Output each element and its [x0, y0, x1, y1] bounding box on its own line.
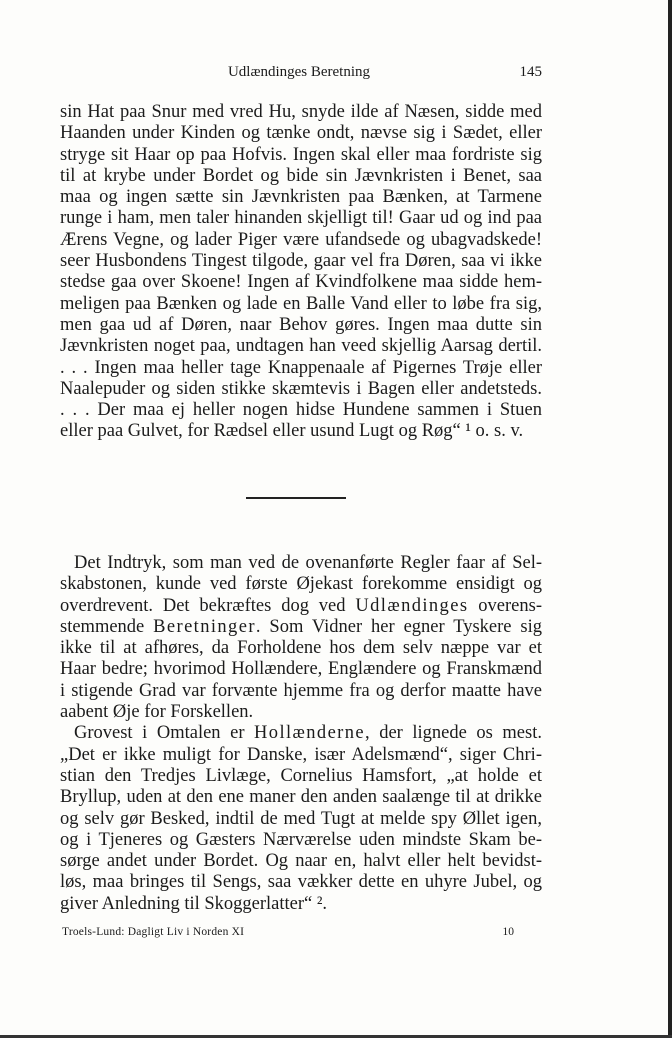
text-line: Haar bedre; hvorimod Hollændere, Englændere og Franskmænd: [60, 659, 542, 680]
text-line: Naalepuder og siden stikke skæmtevis i Bagen eller andetsteds.: [60, 378, 542, 399]
text-line: giver Anledning til Skoggerlatter“ ².: [60, 893, 328, 914]
text-segment: , der lignede os mest.: [365, 723, 542, 744]
text-line: Haanden under Kinden og tænke ondt, nævse sig i Sædet, eller: [60, 123, 542, 144]
spaced-emphasis: Udlændinges: [355, 595, 469, 616]
page-number: 145: [519, 64, 542, 80]
text-line: [60, 617, 542, 638]
spaced-emphasis: Hollænderne: [254, 723, 366, 744]
quoted-rules-passage: [60, 102, 542, 443]
running-title: Udlændinges Beretning: [227, 64, 371, 80]
text-line: maa og ingen sætte sin Jævnkristen paa Bænken, at Tarmene: [60, 187, 542, 208]
running-header: [56, 64, 542, 84]
text-segment: . Som Vidner her egner Tyskere sig: [255, 616, 542, 637]
text-line: sørge andet under Bordet. Og naar en, halvt eller helt bevidst-: [60, 851, 542, 872]
text-line: aabent Øje for Forskellen.: [60, 702, 254, 723]
text-line: Jævnkristen noget paa, undtagen han veed skjellig Aarsag dertil.: [60, 336, 542, 357]
text-segment: Grovest i Omtalen er: [74, 723, 255, 744]
text-line: sin Hat paa Snur med vred Hu, snyde ilde af Næsen, sidde med: [60, 102, 542, 122]
text-line: løs, maa bringes til Sengs, saa vækker dette en uhyre Jubel, og: [60, 872, 542, 893]
text-line: ikke til at afhøres, da Forholdene hos dem selv næppe var et: [60, 638, 542, 659]
text-line: [60, 596, 542, 617]
page-footer: [62, 926, 514, 942]
text-line: seer Husbondens Tingest tilgode, gaar vel fra Døren, saa vi ikke: [60, 251, 542, 272]
text-line: eller paa Gulvet, for Rædsel eller usund Lugt og Røg“ ¹ o. s. v.: [60, 421, 524, 442]
section-divider: [246, 497, 346, 499]
scan-edge-right: [668, 0, 672, 1038]
text-segment: stemmende: [60, 616, 154, 637]
text-segment: overdrevent. Det bekræftes dog ved: [60, 595, 356, 616]
text-line: skabstonen, kunde ved første Øjekast forekomme ensidigt og: [60, 574, 542, 595]
text-segment: overens-: [468, 595, 542, 616]
text-line: Bryllup, uden at den ene maner den anden saalænge til at drikke: [60, 787, 542, 808]
spaced-emphasis: Beretninger: [153, 616, 256, 637]
text-line: til at krybe under Bordet og bide sin Jævnkristen i Benet, saa: [60, 165, 542, 186]
text-line: og selv gør Besked, indtil de med Tugt at melde spy Øllet igen,: [60, 808, 542, 829]
author-work-signature: Troels-Lund: Dagligt Liv i Norden XI: [62, 926, 245, 938]
text-line: og i Tjeneres og Gæsters Nærværelse uden mindste Skam be-: [60, 829, 542, 850]
text-line: „Det er ikke muligt for Danske, især Adelsmænd“, siger Chri-: [60, 744, 542, 765]
text-line: . . . Ingen maa heller tage Knappenaale af Pigernes Trøje eller: [60, 357, 542, 378]
text-line: runge i ham, men taler hinanden skjelligt til! Gaar ud og ind paa: [60, 208, 542, 229]
text-line: [60, 723, 542, 744]
sheet-signature: 10: [502, 926, 514, 938]
text-line: stryge sit Haar op paa Hofvis. Ingen skal eller maa fordriste sig: [60, 144, 542, 165]
text-line: meligen paa Bænken og lade en Balle Vand eller to løbe fra sig,: [60, 293, 542, 314]
text-line: i stigende Grad var forvænte hjemme fra og derfor maatte have: [60, 680, 542, 701]
text-line: Ærens Vegne, og lader Piger være ufandsede og ubagvadskede!: [60, 229, 542, 250]
text-line: men gaa ud af Døren, naar Behov gøres. Ingen maa dutte sin: [60, 314, 542, 335]
body-passage: [60, 553, 542, 915]
text-line: stedse gaa over Skoene! Ingen af Kvindfolkene maa sidde hem-: [60, 272, 542, 293]
text-line: Det Indtryk, som man ved de ovenanførte Regler faar af Sel-: [74, 553, 542, 573]
text-line: . . . Der maa ej heller nogen hidse Hundene sammen i Stuen: [60, 400, 542, 421]
text-line: stian den Tredjes Livlæge, Cornelius Hamsfort, „at holde et: [60, 765, 542, 786]
